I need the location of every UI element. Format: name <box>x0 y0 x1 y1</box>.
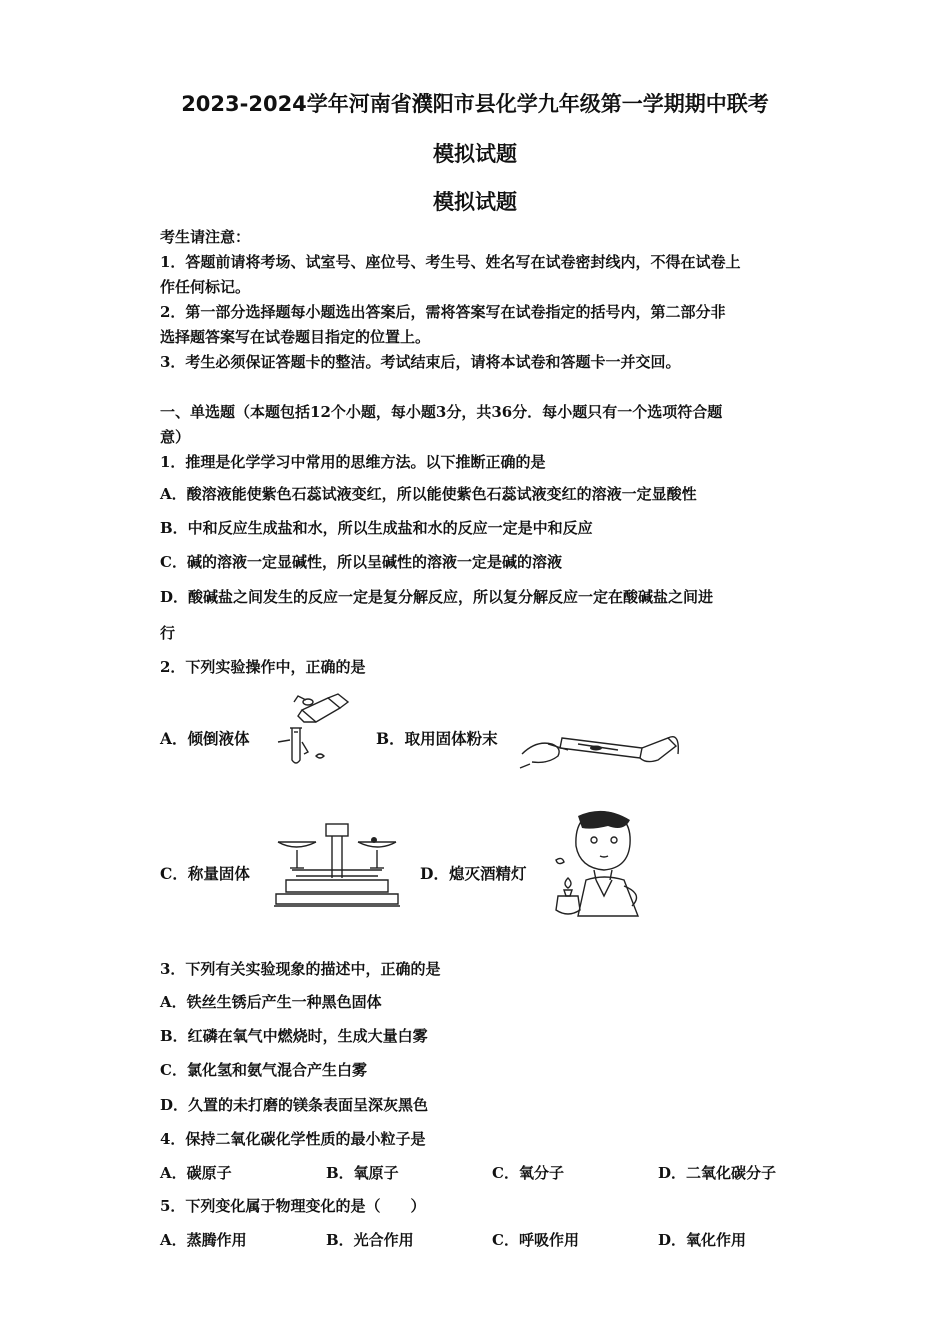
q2-option-a: A．倾倒液体 <box>160 729 250 748</box>
q2-stem: 2．下列实验操作中，正确的是 <box>160 658 366 676</box>
boy-blowing-lamp-illustration <box>548 806 654 918</box>
q2-option-c: C．称量固体 <box>160 864 250 883</box>
section-heading-line2: 意） <box>160 428 191 446</box>
q4-option-a: A．碳原子 <box>160 1164 232 1182</box>
q1-option-a: A．酸溶液能使紫色石蕊试液变红，所以能使紫色石蕊试液变红的溶液一定显酸性 <box>160 485 697 503</box>
notice-item2-line1: 2．第一部分选择题每小题选出答案后，需将答案写在试卷指定的括号内，第二部分非 <box>160 303 726 321</box>
q2-option-b: B．取用固体粉末 <box>376 729 498 748</box>
q5-option-d: D．氧化作用 <box>658 1231 747 1249</box>
q2-option-d: D．熄灭酒精灯 <box>420 864 527 883</box>
notice-item3: 3．考生必须保证答题卡的整洁。考试结束后，请将本试卷和答题卡一并交回。 <box>160 353 681 371</box>
q5-option-b: B．光合作用 <box>326 1231 414 1249</box>
exam-title-line3: 模拟试题 <box>433 190 517 214</box>
q3-stem: 3．下列有关实验现象的描述中，正确的是 <box>160 960 441 978</box>
q5-option-a: A．蒸腾作用 <box>160 1231 247 1249</box>
notice-item1-line2: 作任何标记。 <box>160 278 251 296</box>
q3-option-d: D．久置的未打磨的镁条表面呈深灰黑色 <box>160 1096 429 1114</box>
section-heading-line1: 一、单选题（本题包括12个小题，每小题3分，共36分．每小题只有一个选项符合题 <box>160 403 723 421</box>
exam-title-line1: 2023-2024学年河南省濮阳市县化学九年级第一学期期中联考 <box>181 92 769 116</box>
q3-option-b: B．红磷在氧气中燃烧时，生成大量白雾 <box>160 1027 428 1045</box>
notice-heading: 考生请注意： <box>160 228 251 246</box>
q1-option-d-line2: 行 <box>160 624 176 642</box>
q5-stem: 5．下列变化属于物理变化的是（ ） <box>160 1197 426 1215</box>
notice-item2-line2: 选择题答案写在试卷题目指定的位置上。 <box>160 328 431 346</box>
q4-stem: 4．保持二氧化碳化学性质的最小粒子是 <box>160 1130 426 1148</box>
q3-option-a: A．铁丝生锈后产生一种黑色固体 <box>160 993 382 1011</box>
q4-option-c: C．氧分子 <box>492 1164 564 1182</box>
q1-option-c: C．碱的溶液一定显碱性，所以呈碱性的溶液一定是碱的溶液 <box>160 553 562 571</box>
pouring-liquid-illustration <box>268 692 354 772</box>
powder-spatula-tube-illustration <box>518 714 682 772</box>
q1-option-d-line1: D．酸碱盐之间发生的反应一定是复分解反应，所以复分解反应一定在酸碱盐之间进 <box>160 588 714 606</box>
exam-title-line2: 模拟试题 <box>433 142 517 166</box>
q1-stem: 1．推理是化学学习中常用的思维方法。以下推断正确的是 <box>160 453 546 471</box>
q4-option-d: D．二氧化碳分子 <box>658 1164 777 1182</box>
notice-item1-line1: 1．答题前请将考场、试室号、座位号、考生号、姓名写在试卷密封线内，不得在试卷上 <box>160 253 741 271</box>
q5-option-c: C．呼吸作用 <box>492 1231 579 1249</box>
q1-option-b: B．中和反应生成盐和水，所以生成盐和水的反应一定是中和反应 <box>160 519 593 537</box>
q4-option-b: B．氧原子 <box>326 1164 399 1182</box>
q3-option-c: C．氯化氢和氨气混合产生白雾 <box>160 1061 367 1079</box>
balance-scale-illustration <box>272 820 402 912</box>
